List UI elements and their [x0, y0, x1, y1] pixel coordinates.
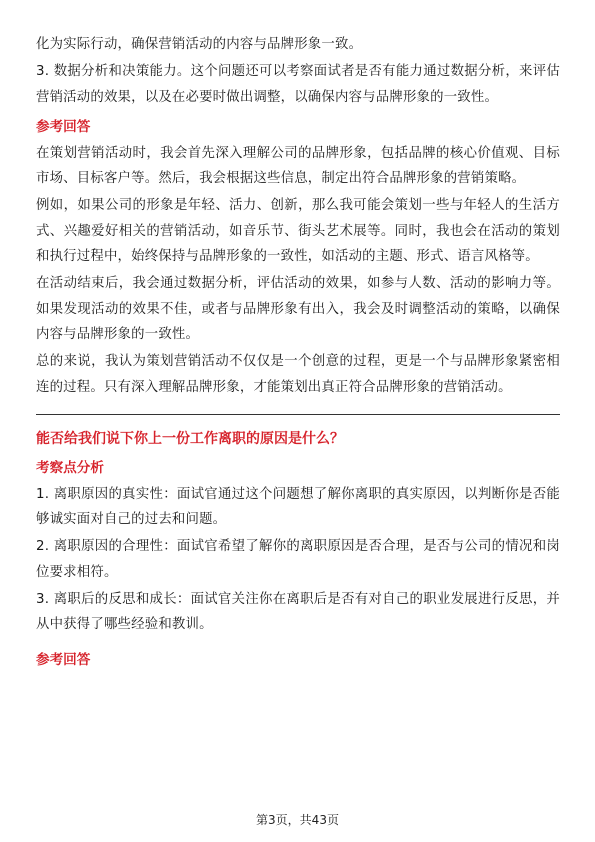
page-content [36, 32, 560, 674]
reference-answer-heading-2: 参考回答 [36, 651, 91, 668]
answer-paragraph: 在活动结束后，我会通过数据分析，评估活动的效果，如参与人数、活动的影响力等。如果发现活动的效果不佳，或者与品牌形象有出入，我会及时调整活动的策略，以确保内容与品牌形象的一致性。 [36, 276, 560, 342]
analysis-point: 3. 离职后的反思和成长：面试官关注你在离职后是否有对自己的职业发展进行反思，并从中获得了哪些经验和教训。 [36, 592, 560, 633]
question-title: 能否给我们说下你上一份工作离职的原因是什么？ [36, 430, 344, 447]
reference-answer-heading: 参考回答 [36, 118, 91, 135]
analysis-heading: 考察点分析 [36, 459, 104, 476]
answer-paragraph: 在策划营销活动时，我会首先深入理解公司的品牌形象，包括品牌的核心价值观、目标市场、目标客户等。然后，我会根据这些信息，制定出符合品牌形象的营销策略。 [36, 145, 560, 187]
analysis-point: 1. 离职原因的真实性：面试官通过这个问题想了解你离职的真实原因，以判断你是否能够诚实面对自己的过去和问题。 [36, 486, 560, 528]
section-divider [36, 414, 560, 415]
answer-paragraph: 总的来说，我认为策划营销活动不仅仅是一个创意的过程，更是一个与品牌形象紧密相连的过程。只有深入理解品牌形象，才能策划出真正符合品牌形象的营销活动。 [36, 354, 560, 395]
analysis-point: 2. 离职原因的合理性：面试官希望了解你的离职原因是否合理，是否与公司的情况和岗位要求相符。 [36, 539, 560, 580]
point-3-text: 3. 数据分析和决策能力。这个问题还可以考察面试者是否有能力通过数据分析，来评估营销活动的效果，以及在必要时做出调整，以确保内容与品牌形象的一致性。 [36, 64, 560, 105]
continuation-text: 化为实际行动，确保营销活动的内容与品牌形象一致。 [36, 37, 363, 52]
page-number: 第3页，共43页 [256, 813, 339, 827]
answer-paragraph: 例如，如果公司的形象是年轻、活力、创新，那么我可能会策划一些与年轻人的生活方式、兴趣爱好相关的营销活动，如音乐节、街头艺术展等。同时，我也会在活动的策划和执行过程中，始终保持与品牌形象的一致性，如活动的主题、形式、语言风格等。 [36, 198, 560, 265]
